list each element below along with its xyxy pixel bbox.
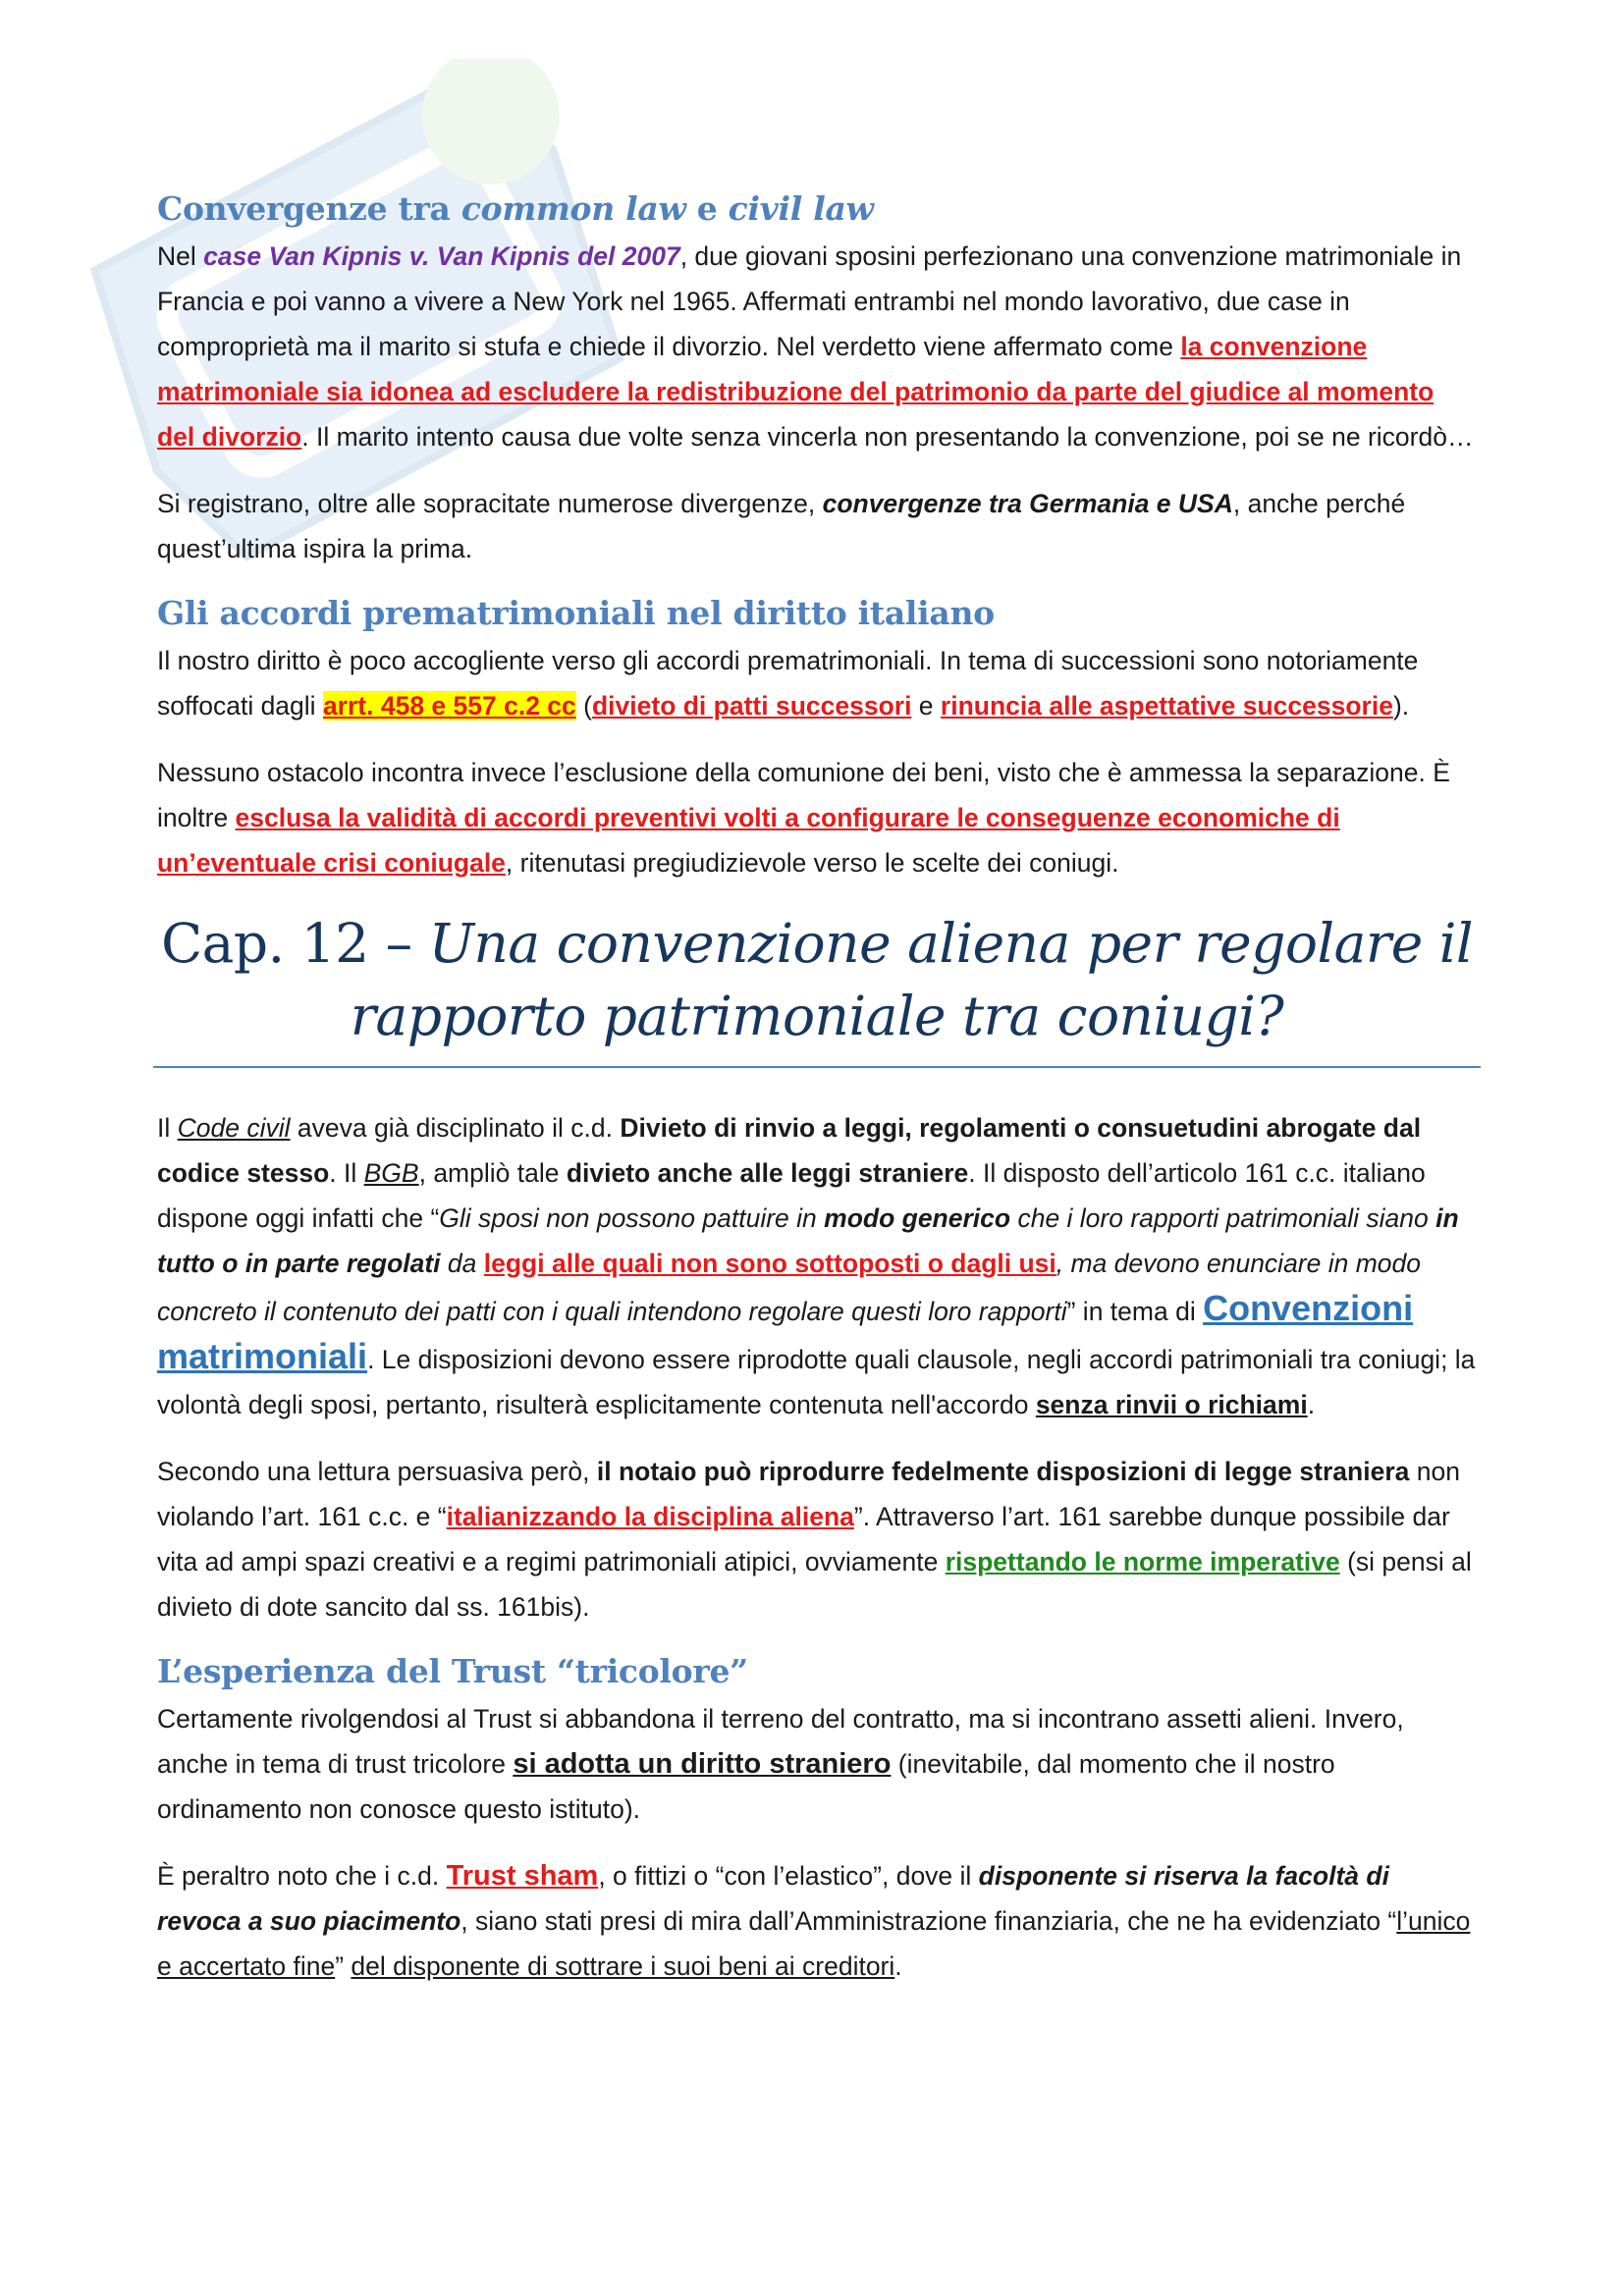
paragraph-trust-2: È peraltro noto che i c.d. Trust sham, o fittizi o “con l’elastico”, dove il disponente si riserva la facoltà di revoca a suo piacimento, siano stati presi di mira dall’Amministrazione finanziaria, che ne ha evidenziato “l’unico e accertato fine” del disponente di sottrare i suoi beni ai creditori. (157, 1860, 1471, 1981)
chapter-divider (153, 1066, 1481, 1068)
document-page (157, 188, 1477, 2010)
paragraph-code-civil: Il Code civil aveva già disciplinato il c.d. Divieto di rinvio a leggi, regolamenti o consuetudini abrogate dal codice stesso. Il BGB, ampliò tale divieto anche alle leggi straniere. Il disposto dell’articolo 161 c.c. italiano dispone oggi infatti che “Gli sposi non possono pattuire in modo generico che i loro rapporti patrimoniali siano in tutto o in parte regolati da leggi alle quali non sono sottoposti o dagli usi, ma devono enunciare in modo concreto il contenuto dei patti con i quali intendono regolare questi loro rapporti” in tema di Convenzioni matrimoniali. Le disposizioni devono essere riprodotte quali clausole, negli accordi patrimoniali tra coniugi; la volontà degli sposi, pertanto, risulterà esplicitamente contenuta nell'accordo senza rinvii o richiami. (157, 1113, 1476, 1419)
section-title-trust: L’esperienza del Trust “tricolore” (157, 1652, 748, 1690)
paragraph-trust-1: Certamente rivolgendosi al Trust si abbandona il terreno del contratto, ma si incontrano assetti alieni. Invero, anche in tema di trust tricolore si adotta un diritto straniero (inevitabile, dal momento che il nostro ordinamento non conosce questo istituto). (157, 1704, 1404, 1824)
paragraph-accordi-1: Il nostro diritto è poco accogliente verso gli accordi prematrimoniali. In tema di successioni sono notoriamente soffocati dagli arrt. 458 e 557 c.2 cc (divieto di patti successori e rinuncia alle aspettative successorie). (157, 646, 1419, 721)
section-title-accordi: Gli accordi prematrimoniali nel diritto italiano (157, 594, 995, 632)
paragraph-van-kipnis: Nel case Van Kipnis v. Van Kipnis del 2007, due giovani sposini perfezionano una convenzione matrimoniale in Francia e poi vanno a vivere a New York nel 1965. Affermati entrambi nel mondo lavorativo, due case in comproprietà ma il marito si stufa e chiede il divorzio. Nel verdetto viene affermato come la convenzione matrimoniale sia idonea ad escludere la redistribuzione del patrimonio da parte del giudice al momento del divorzio. Il marito intento causa due volte senza vincerla non presentando la convenzione, poi se ne ricordò… (157, 241, 1474, 452)
convenzioni-matrimoniali-link[interactable]: Convenzioni matrimoniali (157, 1288, 1414, 1376)
paragraph-notaio: Secondo una lettura persuasiva però, il notaio può riprodurre fedelmente disposizioni di legge straniera non violando l’art. 161 c.c. e “italianizzando la disciplina aliena”. Attraverso l’art. 161 sarebbe dunque possibile dar vita ad ampi spazi creativi e a regimi patrimoniali atipici, ovviamente rispettando le norme imperative (si pensi al divieto di dote sancito dal ss. 161bis). (157, 1457, 1472, 1622)
paragraph-convergenze: Si registrano, oltre alle sopracitate numerose divergenze, convergenze tra Germania e USA, anche perché quest’ultima ispira la prima. (157, 489, 1406, 563)
paragraph-accordi-2: Nessuno ostacolo incontra invece l’esclusione della comunione dei beni, visto che è ammessa la separazione. È inoltre esclusa la validità di accordi preventivi volti a configurare le conseguenze economiche di un’eventuale crisi coniugale, ritenutasi pregiudizievole verso le scelte dei coniugi. (157, 758, 1450, 878)
chapter-title: Cap. 12 – Una convenzione aliena per regolare il rapporto patrimoniale tra coniugi? (161, 912, 1473, 1047)
case-name: case Van Kipnis v. Van Kipnis del 2007 (203, 241, 680, 271)
section-title-convergenze: Convergenze tra common law e civil law (157, 189, 874, 228)
highlighted-articles: arrt. 458 e 557 c.2 cc (322, 691, 576, 721)
